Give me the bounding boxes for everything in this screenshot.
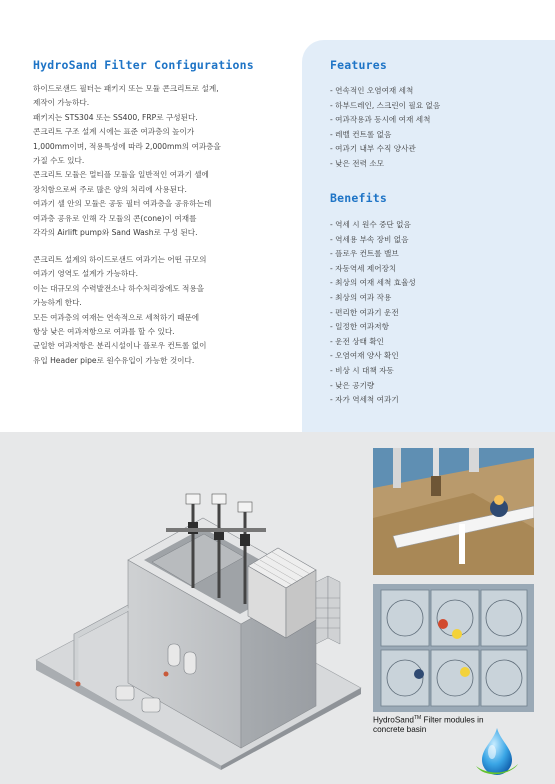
paragraph-line: 패키지는 STS304 또는 SS400, FRP로 구성된다. [33,112,198,122]
bullet-item: - 하부드레인, 스크린이 필요 없음 [330,100,441,110]
bullet-item: - 자가 역세척 여과기 [330,395,399,405]
bullet-item: - 여과기 내부 수직 양사관 [330,144,416,154]
bullet-item: - 자동역세 제어장치 [330,263,397,273]
paragraph-line: 가능하게 한다. [33,298,82,308]
paragraph-line: 여과기 셀 안의 모듈은 공동 필터 여과층을 공유하는데 [33,199,212,209]
features-list [330,84,440,172]
benefits-list [330,218,416,408]
paragraph-line: 유입 Header pipe로 원수유입이 가능한 것이다. [33,355,195,365]
bullet-item: - 연속적인 오염여재 세척 [330,86,414,95]
paragraph-line: 여과기 영역도 설계가 가능하다. [33,269,139,279]
paragraph-line: 콘크리트 구조 설계 시에는 표준 여과층의 높이가 [33,127,195,137]
bullet-item: - 일정한 여과저항 [330,322,389,332]
features-title: Features [330,58,387,72]
bullet-item: - 편리한 여과기 운전 [330,307,399,317]
bullet-item: - 운전 상태 확인 [330,336,384,346]
paragraph-line: 콘크리트 설계의 하이드로샌드 여과기는 어떤 규모의 [33,255,207,264]
paragraph-line: 항상 낮은 여과저항으로 여과를 할 수 있다. [33,327,175,337]
caption-line-1: Filter modules in [421,715,484,725]
filter-plant-illustration [16,448,366,770]
paragraph-line: 콘크리트 모듈은 멀티플 모듈을 일반적인 여과기 셀에 [33,170,209,180]
caption-line-2: concrete basin [373,725,427,735]
caption-brand: HydroSand [373,715,414,725]
bullet-item: - 역세용 부속 장비 없음 [330,234,409,244]
bullet-item: - 역세 시 원수 중단 없음 [330,220,411,229]
water-drop-logo-icon [472,726,522,778]
caption-trademark: TM [413,715,422,721]
bullet-item: - 낮은 공기량 [330,380,375,390]
configurations-paragraph-1 [33,82,297,240]
bullet-item: - 비상 시 대책 자동 [330,365,394,375]
bullet-item: - 플로우 컨트롤 밸브 [330,249,399,259]
bullet-item: - 오염여재 양사 확인 [330,351,399,361]
paragraph-line: 여과층 공유로 인해 각 모듈의 콘(cone)이 여재를 [33,213,197,223]
paragraph-line: 가질 수도 있다. [33,156,85,166]
paragraph-line: 제작이 가능하다. [33,98,90,108]
benefits-title: Benefits [330,191,387,205]
bullet-item: - 여과작용과 동시에 여재 세척 [330,115,431,125]
bullet-item: - 최상의 여과 작용 [330,292,392,302]
photo-caption [373,714,553,735]
paragraph-line: 모든 여과층의 여재는 연속적으로 세척하기 때문에 [33,312,200,322]
bullet-item: - 레벨 컨트롤 없음 [330,129,392,139]
paragraph-line: 각각의 Airlift pump와 Sand Wash로 구성 된다. [33,228,198,238]
concrete-basin-photo [373,584,534,712]
paragraph-line: 장치함으로써 주로 많은 양의 처리에 사용된다. [33,184,187,194]
paragraph-line: 균일한 여과저항은 분리시설이나 플로우 컨트롤 없이 [33,341,207,351]
paragraph-line: 하이드로샌드 필터는 패키지 또는 모듈 콘크리트로 설계, [33,84,219,93]
configurations-paragraph-2 [33,253,297,368]
bullet-item: - 낮은 전력 소모 [330,158,384,168]
configurations-title: HydroSand Filter Configurations [33,58,254,72]
bullet-item: - 최상의 여재 세척 효율성 [330,278,416,288]
paragraph-line: 이는 대규모의 수력발전소나 하수처리장에도 적용을 [33,283,205,293]
paragraph-line: 1,000mm이며, 적용특성에 따라 2,000mm의 여과층을 [33,141,221,151]
filter-installation-photo [373,448,534,575]
